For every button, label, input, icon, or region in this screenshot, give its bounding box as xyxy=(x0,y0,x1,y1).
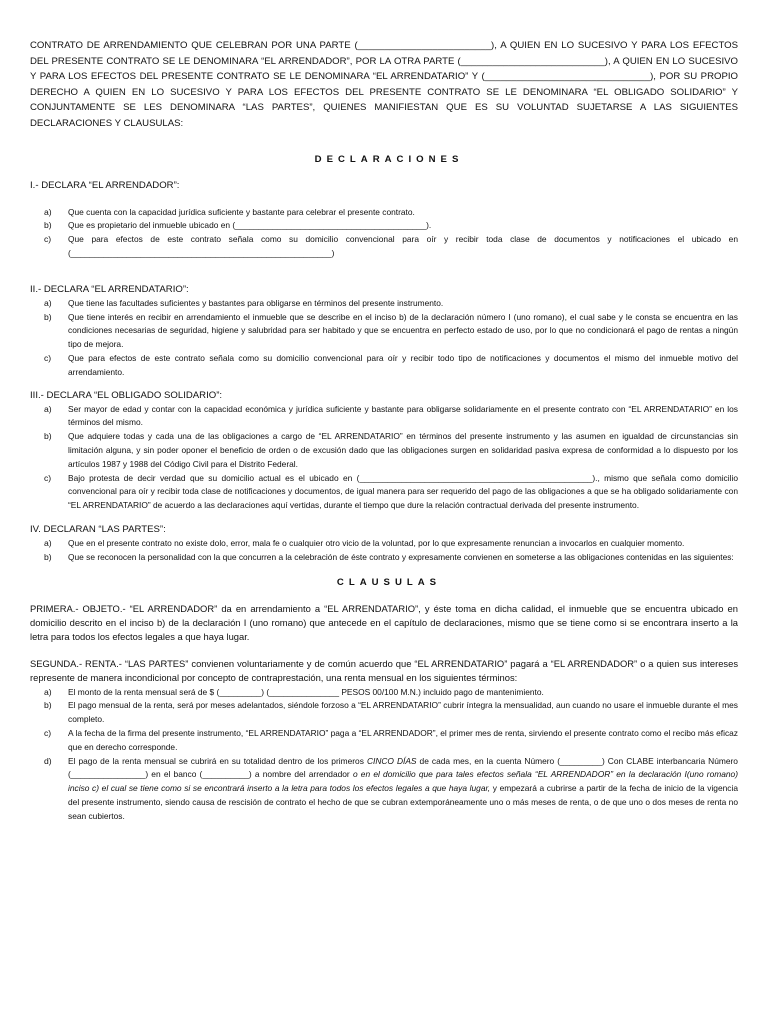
list-item: c) Que para efectos de este contrato señala como su domicilio convencional para oír y recibir toda clase de documentos y notificaciones el ubicado en (________________________________________________________) xyxy=(44,234,738,258)
section-title-obligado-solidario: III.- DECLARA “EL OBLIGADO SOLIDARIO”: xyxy=(30,389,223,401)
clause-primera: PRIMERA.- OBJETO.- “EL ARRENDADOR” da en arrendamiento a “EL ARRENDATARIO”, y éste toma en dicha calidad, el inmueble que se encuentra ubicado en domicilio descrito en el inciso b) de la declaración I (uno romano) que antecede en el capítulo de declaraciones, mismo que se tiene como si se encontrara inserto a la letra para todos los efectos legales a que haya lugar. xyxy=(30,602,738,643)
section-list-arrendador xyxy=(30,206,738,261)
clause-label: SEGUNDA.- RENTA.- xyxy=(30,657,122,669)
list-item: a) Que tiene las facultades suficientes y bastantes para obligarse en términos del presente instrumento. xyxy=(44,297,444,308)
list-item: a) Ser mayor de edad y contar con la capacidad económica y jurídica suficiente y bastante para obligarse solidariamente en el presente contrato con “EL ARRENDATARIO” en los términos del mismo. xyxy=(44,403,738,428)
section-title-arrendatario: II.- DECLARA “EL ARRENDATARIO”: xyxy=(30,283,189,295)
clause-segunda-list xyxy=(30,686,738,824)
list-item: a) El monto de la renta mensual será de $ (_________) (_______________ PESOS 00/100 M.N.) incluido pago de mantenimiento. xyxy=(44,686,544,697)
list-item: b) Que tiene interés en recibir en arrendamiento el inmueble que se describe en el inciso b) de la declaración número I (uno romano), el cual sabe y le consta se encuentra en las condiciones necesarias de seguridad, higiene y salubridad para ser habitado y que se encuentra en perfecto estado de uso, por lo que no condicionará el pago de rentas a ningún tipo de mejora. xyxy=(44,311,738,350)
list-item: a) Que en el presente contrato no existe dolo, error, mala fe o cualquier otro vicio de la voluntad, por lo que expresamente renuncian a invocarlos en cualquier momento. xyxy=(44,537,685,548)
section-title-arrendador: I.- DECLARA “EL ARRENDADOR”: xyxy=(30,179,180,191)
list-item: b) Que es propietario del inmueble ubicado en (_________________________________________). xyxy=(44,220,432,231)
declaraciones-heading: DECLARACIONES xyxy=(314,153,464,165)
section-list-obligado-solidario xyxy=(30,403,738,513)
list-item: b) Que se reconocen la personalidad con la que concurren a la celebración de éste contrato y expresamente convienen en someterse a las obligaciones contenidas en las siguientes: xyxy=(44,551,734,562)
clause-segunda: SEGUNDA.- RENTA.- “LAS PARTES” convienen voluntariamente y de común acuerdo que “EL ARRENDATARIO” pagará a “EL ARRENDADOR” o a quien sus intereses represente de manera incondicional por concepto de contraprestación, una renta mensual en los siguientes términos: xyxy=(30,657,739,684)
list-item: a) Que cuenta con la capacidad jurídica suficiente y bastante para celebrar el presente contrato. xyxy=(44,206,415,217)
contract-intro: CONTRATO DE ARRENDAMIENTO QUE CELEBRAN POR UNA PARTE (_________________________), A QUIEN EN LO SUCESIVO Y PARA LOS EFECTOS DEL PRESENTE CONTRATO SE LE DENOMINARA “EL ARRENDADOR”, POR LA OTRA PARTE (___________________________), A QUIEN EN LO SUCESIVO Y PARA LOS EFECTOS DEL PRESENTE CONTRATO SE LE DENOMINARA “EL ARRENDATARIO” Y (_______________________________), POR SU PROPIO DERECHO A QUIEN EN LO SUCESIVO Y PARA LOS EFECTOS DEL PRESENTE CONTRATO SE LE DENOMINARA “EL OBLIGADO SOLIDARIO” Y CONJUNTAMENTE SE LES DENOMINARA “LAS PARTES”, QUIENES MANIFIESTAN QUE ES SU VOLUNTAD SUJETARSE A LAS SIGUIENTES DECLARACIONES Y CLAUSULAS: xyxy=(30,40,738,129)
section-list-arrendatario xyxy=(30,297,738,380)
list-item: b) Que adquiere todas y cada una de las obligaciones a cargo de “EL ARRENDATARIO” en términos del presente instrumento y las asumen en igualdad de circunstancias sin limitación alguna, y sin poder oponer el beneficio de orden o de excusión dado que las obligaciones surgen en solidaridad pasiva expresa de conformidad a lo dispuesto por los artículos 1987 y 1988 del Código Civil para el Distrito Federal. xyxy=(44,431,738,469)
clausulas-heading: CLAUSULAS xyxy=(336,576,442,588)
list-item: c) Bajo protesta de decir verdad que su domicilio actual es el ubicado en (__________________________________________________)., mismo que señala como domicilio convencional para oír y recibir toda clase de notificaciones y documentos, de igual manera para ser requerido del pago de las obligaciones a que se ha obligado solidariamente con “EL ARRENDATARIO” de acuerdo a las declaraciones aquí vertidas, durante el tiempo que dure la relación contractual derivada del presente instrumento. xyxy=(44,472,738,511)
clause-label: PRIMERA.- OBJETO.- xyxy=(30,602,126,614)
section-title-las-partes: IV. DECLARAN “LAS PARTES”: xyxy=(30,523,166,535)
list-item: c) Que para efectos de este contrato señala como su domicilio convencional para oír y recibir todo tipo de notificaciones y documentos el mismo del inmueble motivo del arrendamiento. xyxy=(44,352,738,377)
list-item: b) El pago mensual de la renta, será por meses adelantados, siéndole forzoso a “EL ARRENDATARIO” cubrir íntegra la mensualidad, aun cuando no usare el inmueble durante el mes completo. xyxy=(44,700,738,725)
list-item: c) A la fecha de la firma del presente instrumento, “EL ARRENDATARIO” paga a “EL ARRENDADOR”, el primer mes de renta, sirviendo el presente contrato como el recibo más eficaz que en derecho corresponde. xyxy=(44,727,738,752)
list-item: d) El pago de la renta mensual se cubrirá en su totalidad dentro de los primeros CINCO DÍAS de cada mes, en la cuenta Número (_________) Con CLABE interbancaria Número (________________) en el banco (__________) a nombre del arrendador o en el domicilio que para tales efectos señala “EL ARRENDADOR” en la declaración I(uno romano) inciso c) el cual se tiene como si se encontrará inserto a la letra para todos los efectos legales a que haya lugar, y empezará a cubrirse a partir de la fecha de inicio de la vigencia del presente instrumento, siendo causa de rescisión de contrato el hecho de que se cubran extemporáneamente uno o más meses de renta, o de que uno o dos meses de renta no sean cubiertos. xyxy=(44,755,738,821)
section-list-las-partes xyxy=(30,537,738,565)
